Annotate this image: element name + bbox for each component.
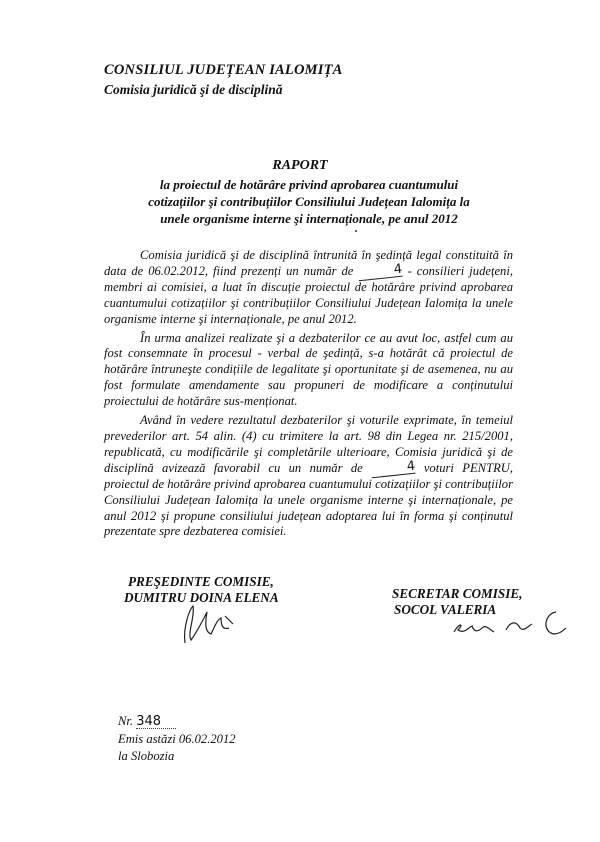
p1-text-before: Comisia juridică şi de disciplină întrunită în şedință legal constituită în data de 06.02.2012, fiind prezenți un număr de — [104, 248, 513, 278]
secretary-role: SECRETAR COMISIE, — [392, 586, 523, 601]
p3-text-after: voturi PENTRU, proiectul de hotărâre privind aprobarea cuantumului cotizațiilor şi contribuțiilor Consiliului Județean Ialomița la unele organisme interne şi internaționale, pe anul 2012 şi propune consiliului județean adoptarea lui în forma şi conținutul prezentate spre dezbaterea comisiei. — [104, 460, 514, 539]
secretary-name: SOCOL VALERIA — [394, 602, 497, 617]
report-body — [104, 248, 513, 540]
report-title: RAPORT — [272, 158, 328, 173]
secretary-signature — [450, 602, 570, 642]
report-subtitle: la proiectul de hotărâre privind aprobarea cuantumului cotizațiilor şi contribuțiilor Consiliului Județean Ialomița la unele organisme interne şi internaționale, pe anul 2012 — [148, 177, 470, 226]
institution-name: CONSILIUL JUDEȚEAN IALOMIȚA — [104, 62, 343, 78]
nr-value: 348 — [136, 716, 176, 729]
commission-name: Comisia juridică şi de disciplină — [104, 82, 283, 97]
votes-for-count: 4 — [371, 460, 417, 479]
registration-number — [118, 714, 176, 729]
president-name: DUMITRU DOINA ELENA — [124, 590, 279, 605]
p3-text-before: Având în vedere rezultatul dezbaterilor şi voturile exprimate, în temeiul prevederilor art. 54 alin. (4) cu trimitere la art. 98 din Legea nr. 215/2001, republicată, cu modificările şi completările ulterioare, Comisia juridică şi de disciplină avizează favorabil cu un număr de — [104, 413, 513, 475]
paragraph-3 — [104, 413, 513, 540]
p1-text-after: - consilieri județeni, membri ai comisiei, a luat în discuție proiectul de hotărâre privind aprobarea cuantumului cotizațiilor şi contribuțiilor Consiliului Județean Ialomița la unele organisme interne şi internaționale, pe anul 2012. — [104, 263, 513, 326]
stray-dot — [355, 230, 357, 232]
president-signature — [175, 598, 245, 648]
issue-date: Emis astăzi 06.02.2012 — [118, 732, 236, 746]
nr-label: Nr. — [118, 714, 134, 728]
paragraph-2: În urma analizei realizate şi a dezbaterilor ce au avut loc, astfel cum au fost consemnate în procesul - verbal de şedință, s-a hotărât că proiectul de hotărâre întruneşte condițiile de legalitate şi oportunitate şi de asemenea, nu au fost formulate amendamente sau propuneri de modificare a conținutului proiectului de hotărâre sus-menționat. — [104, 330, 513, 409]
members-present-count: 4 — [358, 263, 404, 282]
president-role: PREŞEDINTE COMISIE, — [128, 574, 274, 589]
paragraph-1 — [104, 248, 513, 328]
issue-location: la Slobozia — [118, 749, 175, 763]
